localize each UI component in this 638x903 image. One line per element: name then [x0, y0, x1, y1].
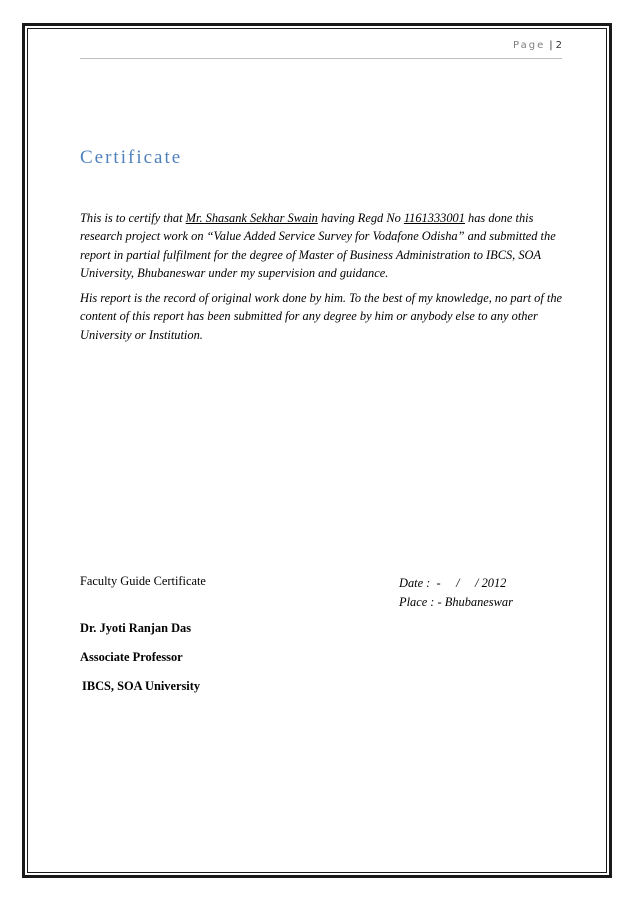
mid-text: having Regd No: [317, 211, 404, 225]
faculty-guide-label: Faculty Guide Certificate: [80, 574, 206, 588]
page-separator: |: [549, 40, 553, 51]
certification-paragraph: [80, 209, 570, 283]
registration-number: 1161333001: [403, 211, 465, 225]
signatory-designation: Associate Professor: [80, 650, 183, 664]
signatory-name: Dr. Jyoti Ranjan Das: [80, 621, 192, 635]
page-header: [80, 40, 562, 59]
page-number: 2: [555, 40, 562, 51]
certificate-title: Certificate: [80, 147, 183, 168]
date-line: Date : - / / 2012: [399, 576, 507, 590]
page-word: Page: [513, 40, 546, 51]
signatory-institution: IBCS, SOA University: [82, 679, 201, 693]
rest-text: has done this research project work on “Value Added Service Survey for Vodafone Odisha” and submitted the report in partial fulfilment for the degree of Master of Business Administration to IBCS, SOA University, Bhubaneswar under my supervision and guidance.: [80, 211, 556, 281]
originality-paragraph: His report is the record of original work done by him. To the best of my knowledge, no part of the content of this report has been submitted for any degree by him or anybody else to any other University or Institution.: [80, 291, 563, 342]
place-line: Place : - Bhubaneswar: [399, 594, 513, 609]
date-place-block: [399, 574, 513, 611]
intro-text: This is to certify that: [80, 211, 186, 225]
student-name: Mr. Shasank Sekhar Swain: [185, 211, 318, 225]
